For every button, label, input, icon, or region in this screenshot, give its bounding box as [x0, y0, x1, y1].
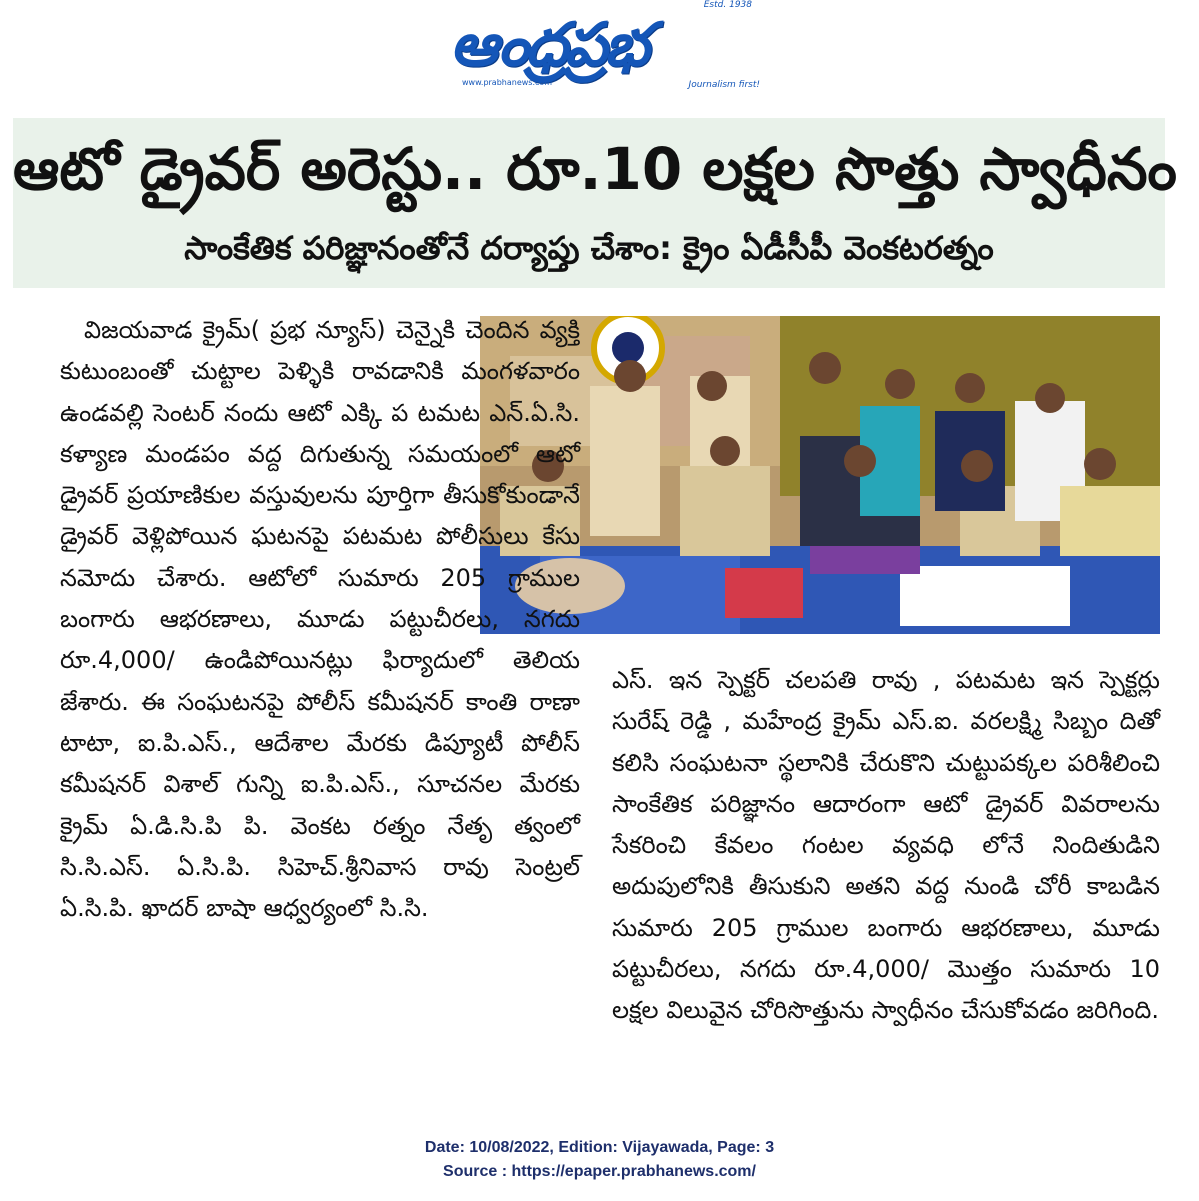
article-headline: ఆటో డ్రైవర్ అరెస్టు.. రూ.10 లక్షల సొత్తు స్వాధీనం	[13, 135, 1177, 203]
epaper-footer	[0, 1136, 1199, 1184]
source-url: Source : https://epaper.prabhanews.com/	[443, 1163, 756, 1180]
article-left-column	[60, 310, 580, 929]
article-subheadline: సాంకేతిక పరిజ్ఞానంతోనే దర్యాప్తు చేశాం: క్రైం ఏడీసీపీ వెంకటరత్నం	[184, 229, 994, 267]
website-url: www.prabhanews.com	[462, 78, 553, 87]
headline-band	[13, 118, 1177, 288]
established-year: Estd. 1938	[703, 0, 752, 10]
edition-info: Date: 10/08/2022, Edition: Vijayawada, Page: 3	[424, 1139, 775, 1156]
newspaper-logo: ఆంధ్రప్రభ	[450, 10, 647, 80]
article-right-column	[612, 660, 1160, 1032]
newspaper-tagline: Journalism first!	[688, 80, 760, 90]
article-body-right: ఎస్. ఇన స్పెక్టర్ చలపతి రావు , పటమట ఇన స్పెక్టర్లు సురేష్ రెడ్డి , మహేంద్ర క్రైమ్ ఎస్.ఐ. వరలక్ష్మి సిబ్బం దితో కలిసి సంఘటనా స్థలానికి చేరుకొని చుట్టుపక్కల పరిశీలించి సాంకేతిక పరిజ్ఞానం ఆదారంగా ఆటో డ్రైవర్ వివరాలను సేకరించి కేవలం గంటల వ్యవధి లోనే నిందితుడిని అదుపులోనికి తీసుకుని అతని వద్ద నుండి చోరీ కాబడిన సుమారు 205 గ్రాముల బంగారు ఆభరణాలు, మూడు పట్టుచీరలు, నగదు రూ.4,000/ మొత్తం సుమారు 10 లక్షల విలువైన చోరిసొత్తును స్వాధీనం చేసుకోవడం జరిగింది.	[612, 666, 1160, 1025]
newspaper-masthead	[420, 0, 780, 100]
news-photo	[480, 316, 1160, 634]
article-body-left: విజయవాడ క్రైమ్( ప్రభ న్యూస్) చెన్నైకి చెందిన వ్యక్తి కుటుంబంతో చుట్టాల పెళ్ళికి రావడానికి మంగళవారం ఉండవల్లి సెంటర్ నందు ఆటో ఎక్కి ప టమట ఎన్.ఏ.సి. కళ్యాణ మండపం వద్ద దిగుతున్న సమయంలో ఆటో డ్రైవర్ ప్రయాణికుల వస్తువులను పూర్తిగా తీసుకోకుండానే డ్రైవర్ వెళ్లిపోయిన ఘటనపై పటమట పోలీసులు కేసు నమోదు చేశారు. ఆటోలో సుమారు 205 గ్రాముల బంగారు ఆభరణాలు, మూడు పట్టుచీరలు, నగదు రూ.4,000/ ఉండిపోయినట్లు ఫిర్యాదులో తెలియ జేశారు. ఈ సంఘటనపై పోలీస్ కమీషనర్ కాంతి రాణా టాటా, ఐ.పి.ఎస్., ఆదేశాల మేరకు డిప్యూటీ పోలీస్ కమీషనర్ విశాల్ గున్ని ఐ.పి.ఎస్., సూచనల మేరకు క్రైమ్ ఏ.డి.సి.పి పి. వెంకట రత్నం నేతృ త్వంలో సి.సి.ఎస్. ఏ.సి.పి. సిహెచ్.శ్రీనివాస రావు సెంట్రల్ ఏ.సి.పి. ఖాదర్ బాషా ఆధ్వర్యంలో సి.సి.	[60, 316, 580, 923]
